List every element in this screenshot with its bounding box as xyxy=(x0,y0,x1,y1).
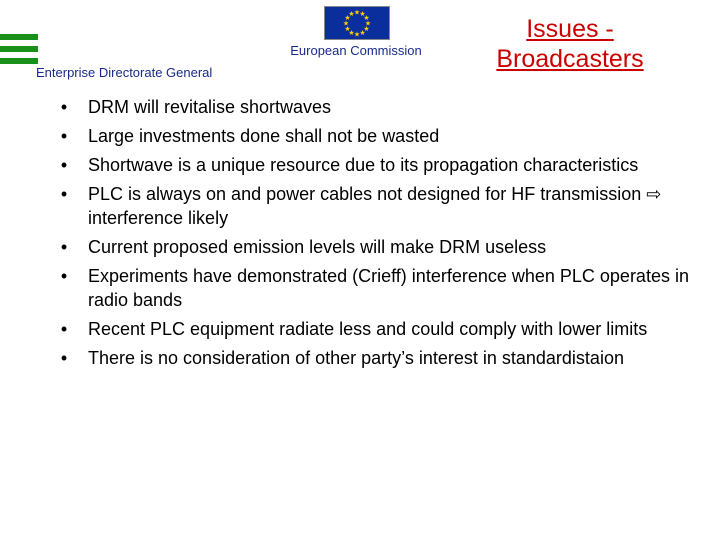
bullet-dot-icon: • xyxy=(60,348,68,368)
eu-flag-icon xyxy=(324,6,390,40)
eu-star-icon: ★ xyxy=(364,20,372,28)
eu-star-icon: ★ xyxy=(342,20,350,28)
slide-title-line1: Issues - xyxy=(526,15,614,43)
eu-star-icon: ★ xyxy=(363,26,370,33)
bullet-text: Large investments done shall not be wasted xyxy=(88,126,440,146)
accent-bar xyxy=(0,34,38,40)
bullet-text: Shortwave is a unique resource due to its propagation characteristics xyxy=(88,155,639,175)
bullet-dot-icon: • xyxy=(60,266,68,286)
department-name: Enterprise Directorate General xyxy=(36,65,213,80)
bullet-item xyxy=(58,317,698,341)
eu-star-icon: ★ xyxy=(363,15,370,22)
organisation-name: European Commission xyxy=(290,43,422,58)
bullet-item xyxy=(58,264,698,312)
bullet-item xyxy=(58,153,698,177)
eu-star-icon: ★ xyxy=(344,15,351,22)
bullet-item xyxy=(58,95,698,119)
bullet-text: Experiments have demonstrated (Crieff) interference when PLC operates in radio bands xyxy=(88,266,689,310)
bullet-text: DRM will revitalise shortwaves xyxy=(88,97,332,117)
slide-title-line2: Broadcasters xyxy=(496,45,644,73)
eu-star-icon: ★ xyxy=(359,10,366,18)
bullet-item xyxy=(58,182,698,230)
accent-bar xyxy=(0,46,38,52)
bullet-dot-icon: • xyxy=(60,237,68,257)
bullet-dot-icon: • xyxy=(60,319,68,339)
eu-star-icon: ★ xyxy=(348,10,355,18)
bullet-text: There is no consideration of other party’s interest in standardistaion xyxy=(88,348,624,368)
accent-bar xyxy=(0,58,38,64)
eu-star-icon: ★ xyxy=(353,9,361,17)
slide-content xyxy=(58,95,698,375)
bullet-text: Current proposed emission levels will make DRM useless xyxy=(88,237,547,257)
bullet-dot-icon: • xyxy=(60,126,68,146)
eu-star-icon: ★ xyxy=(359,30,366,38)
bullet-dot-icon: • xyxy=(60,155,68,175)
bullet-item xyxy=(58,346,698,370)
bullet-list xyxy=(58,95,698,370)
slide-title xyxy=(476,14,664,74)
bullet-dot-icon: • xyxy=(60,184,68,204)
bullet-item xyxy=(58,124,698,148)
bullet-item xyxy=(58,235,698,259)
bullet-text: PLC is always on and power cables not designed for HF transmission ⇨ interference likely xyxy=(88,184,662,228)
eu-star-icon: ★ xyxy=(348,30,355,38)
bullet-text: Recent PLC equipment radiate less and could comply with lower limits xyxy=(88,319,648,339)
bullet-dot-icon: • xyxy=(60,97,68,117)
eu-star-icon: ★ xyxy=(353,31,361,39)
eu-star-icon: ★ xyxy=(344,26,351,33)
